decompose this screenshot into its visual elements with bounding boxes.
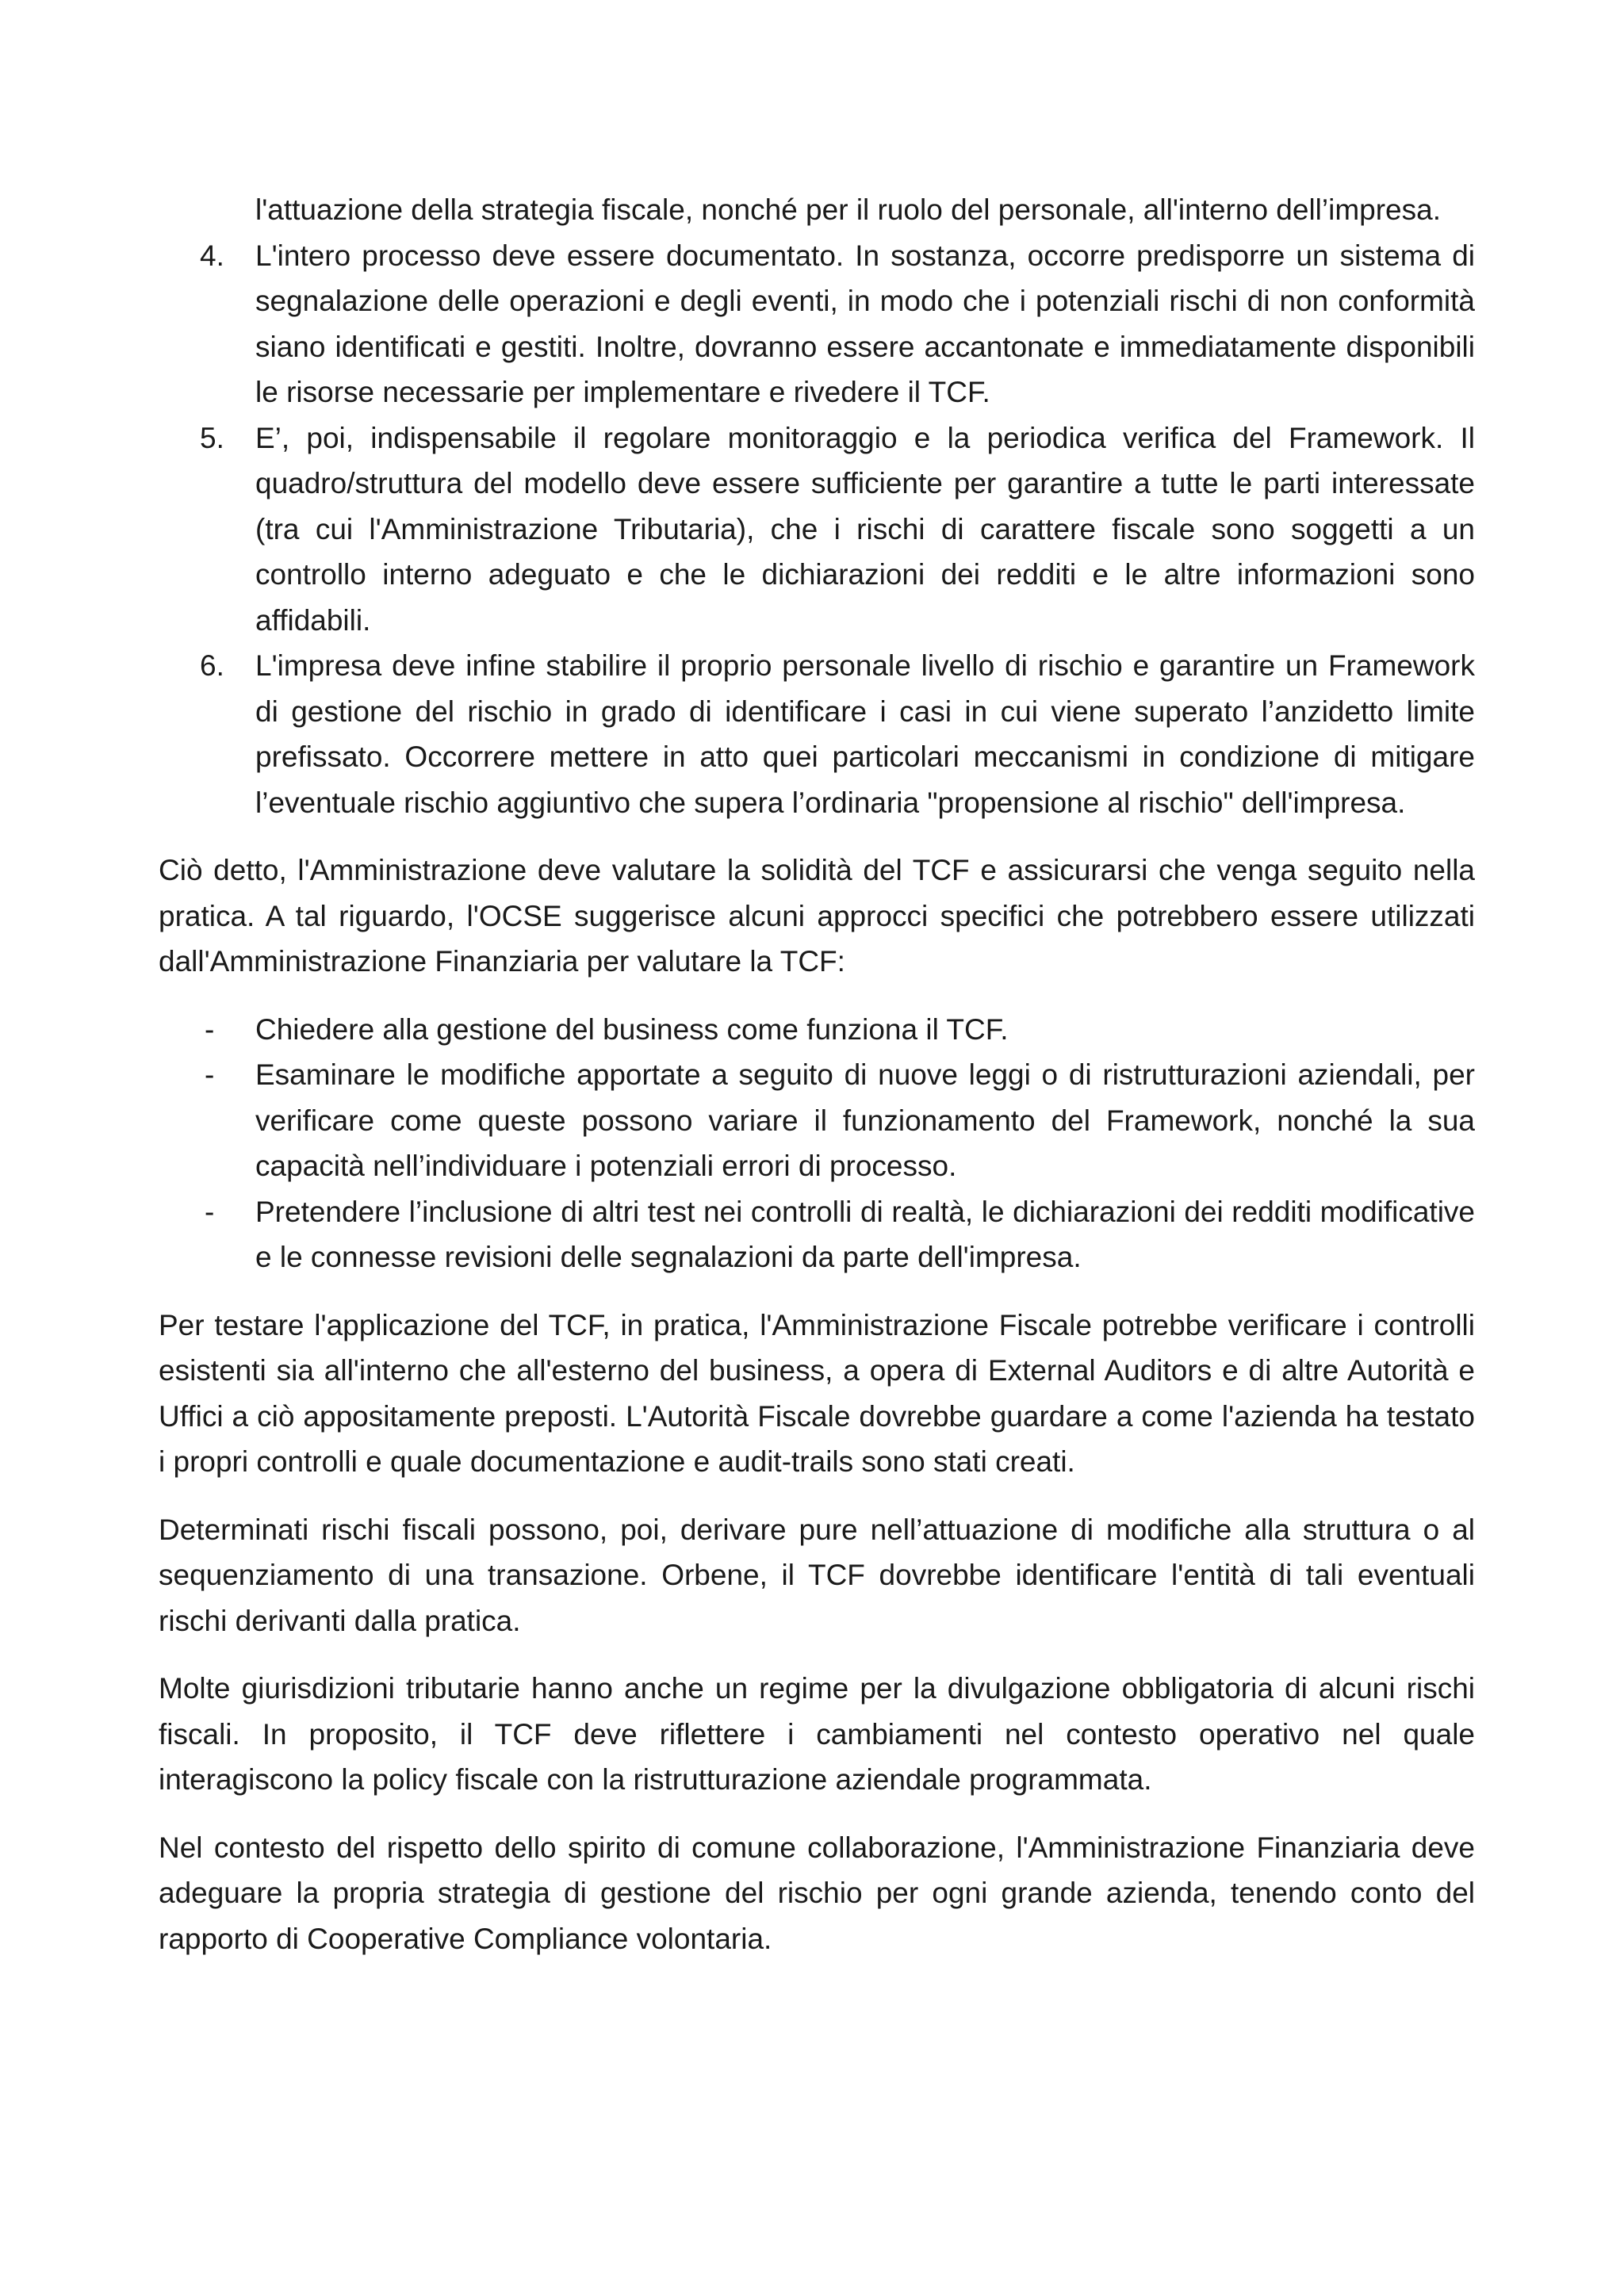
list-item-number: 6. bbox=[200, 649, 224, 682]
dash-list-item bbox=[159, 1189, 1475, 1280]
dash-bullet: - bbox=[205, 1058, 215, 1091]
body-paragraph: Determinati rischi fiscali possono, poi, derivare pure nell’attuazione di modifiche alla struttura o al sequenziamento di una transazione. Orbene, il TCF dovrebbe identificare l'entità di tali eventuali rischi derivanti dalla pratica. bbox=[159, 1513, 1475, 1637]
dash-list bbox=[159, 1007, 1475, 1280]
dash-list-item bbox=[159, 1052, 1475, 1189]
list-item-continuation: l'attuazione della strategia fiscale, nonché per il ruolo del personale, all'interno dell’impresa. bbox=[255, 193, 1441, 226]
intro-paragraph: Ciò detto, l'Amministrazione deve valutare la solidità del TCF e assicurarsi che venga seguito nella pratica. A tal riguardo, l'OCSE suggerisce alcuni approcci specifici che potrebbero essere utilizzati dall'Amministrazione Finanziaria per valutare la TCF: bbox=[159, 854, 1475, 978]
body-paragraph: Molte giurisdizioni tributarie hanno anche un regime per la divulgazione obbligatoria di alcuni rischi fiscali. In proposito, il TCF deve riflettere i cambiamenti nel contesto operativo nel quale interagiscono la policy fiscale con la ristrutturazione aziendale programmata. bbox=[159, 1672, 1475, 1796]
dash-bullet: - bbox=[205, 1195, 215, 1228]
list-item-number: 5. bbox=[200, 421, 224, 454]
numbered-list bbox=[159, 233, 1475, 826]
dash-item-text: Esaminare le modifiche apportate a seguito di nuove leggi o di ristrutturazioni aziendali, per verificare come queste possono variare il funzionamento del Framework, nonché la sua capacità nell’individuare i potenziali errori di processo. bbox=[255, 1058, 1475, 1182]
list-item-number: 4. bbox=[200, 239, 224, 272]
body-paragraph: Nel contesto del rispetto dello spirito di comune collaborazione, l'Amministrazione Finanziaria deve adeguare la propria strategia di gestione del rischio per ogni grande azienda, tenendo conto del rapporto di Cooperative Compliance volontaria. bbox=[159, 1831, 1475, 1955]
dash-list-item bbox=[159, 1007, 1475, 1053]
numbered-list-item bbox=[159, 233, 1475, 415]
dash-item-text: Pretendere l’inclusione di altri test nei controlli di realtà, le dichiarazioni dei redditi modificative e le connesse revisioni delle segnalazioni da parte dell'impresa. bbox=[255, 1195, 1475, 1273]
list-item-text: L'impresa deve infine stabilire il proprio personale livello di rischio e garantire un Framework di gestione del rischio in grado di identificare i casi in cui viene superato l’anzidetto limite prefissato. Occorrere mettere in atto quei particolari meccanismi in condizione di mitigare l’eventuale rischio aggiuntivo che supera l’ordinaria "propensione al rischio" dell'impresa. bbox=[255, 649, 1475, 819]
body-paragraph: Per testare l'applicazione del TCF, in pratica, l'Amministrazione Fiscale potrebbe verificare i controlli esistenti sia all'interno che all'esterno del business, a opera di External Auditors e di altre Autorità e Uffici a ciò appositamente preposti. L'Autorità Fiscale dovrebbe guardare a come l'azienda ha testato i propri controlli e quale documentazione e audit-trails sono stati creati. bbox=[159, 1308, 1475, 1478]
list-item-text: E’, poi, indispensabile il regolare monitoraggio e la periodica verifica del Framework. Il quadro/struttura del modello deve essere sufficiente per garantire a tutte le parti interessate (tra cui l'Amministrazione Tributaria), che i rischi di carattere fiscale sono soggetti a un controllo interno adeguato e che le dichiarazioni dei redditi e le altre informazioni sono affidabili. bbox=[255, 421, 1475, 637]
numbered-list-item bbox=[159, 415, 1475, 644]
document-page bbox=[159, 187, 1475, 1961]
dash-bullet: - bbox=[205, 1012, 215, 1046]
list-item-text: L'intero processo deve essere documentato. In sostanza, occorre predisporre un sistema di segnalazione delle operazioni e degli eventi, in modo che i potenziali rischi di non conformità siano identificati e gestiti. Inoltre, dovranno essere accantonate e immediatamente disponibili le risorse necessarie per implementare e rivedere il TCF. bbox=[255, 239, 1475, 408]
numbered-list-item bbox=[159, 643, 1475, 825]
dash-item-text: Chiedere alla gestione del business come funziona il TCF. bbox=[255, 1012, 1009, 1046]
